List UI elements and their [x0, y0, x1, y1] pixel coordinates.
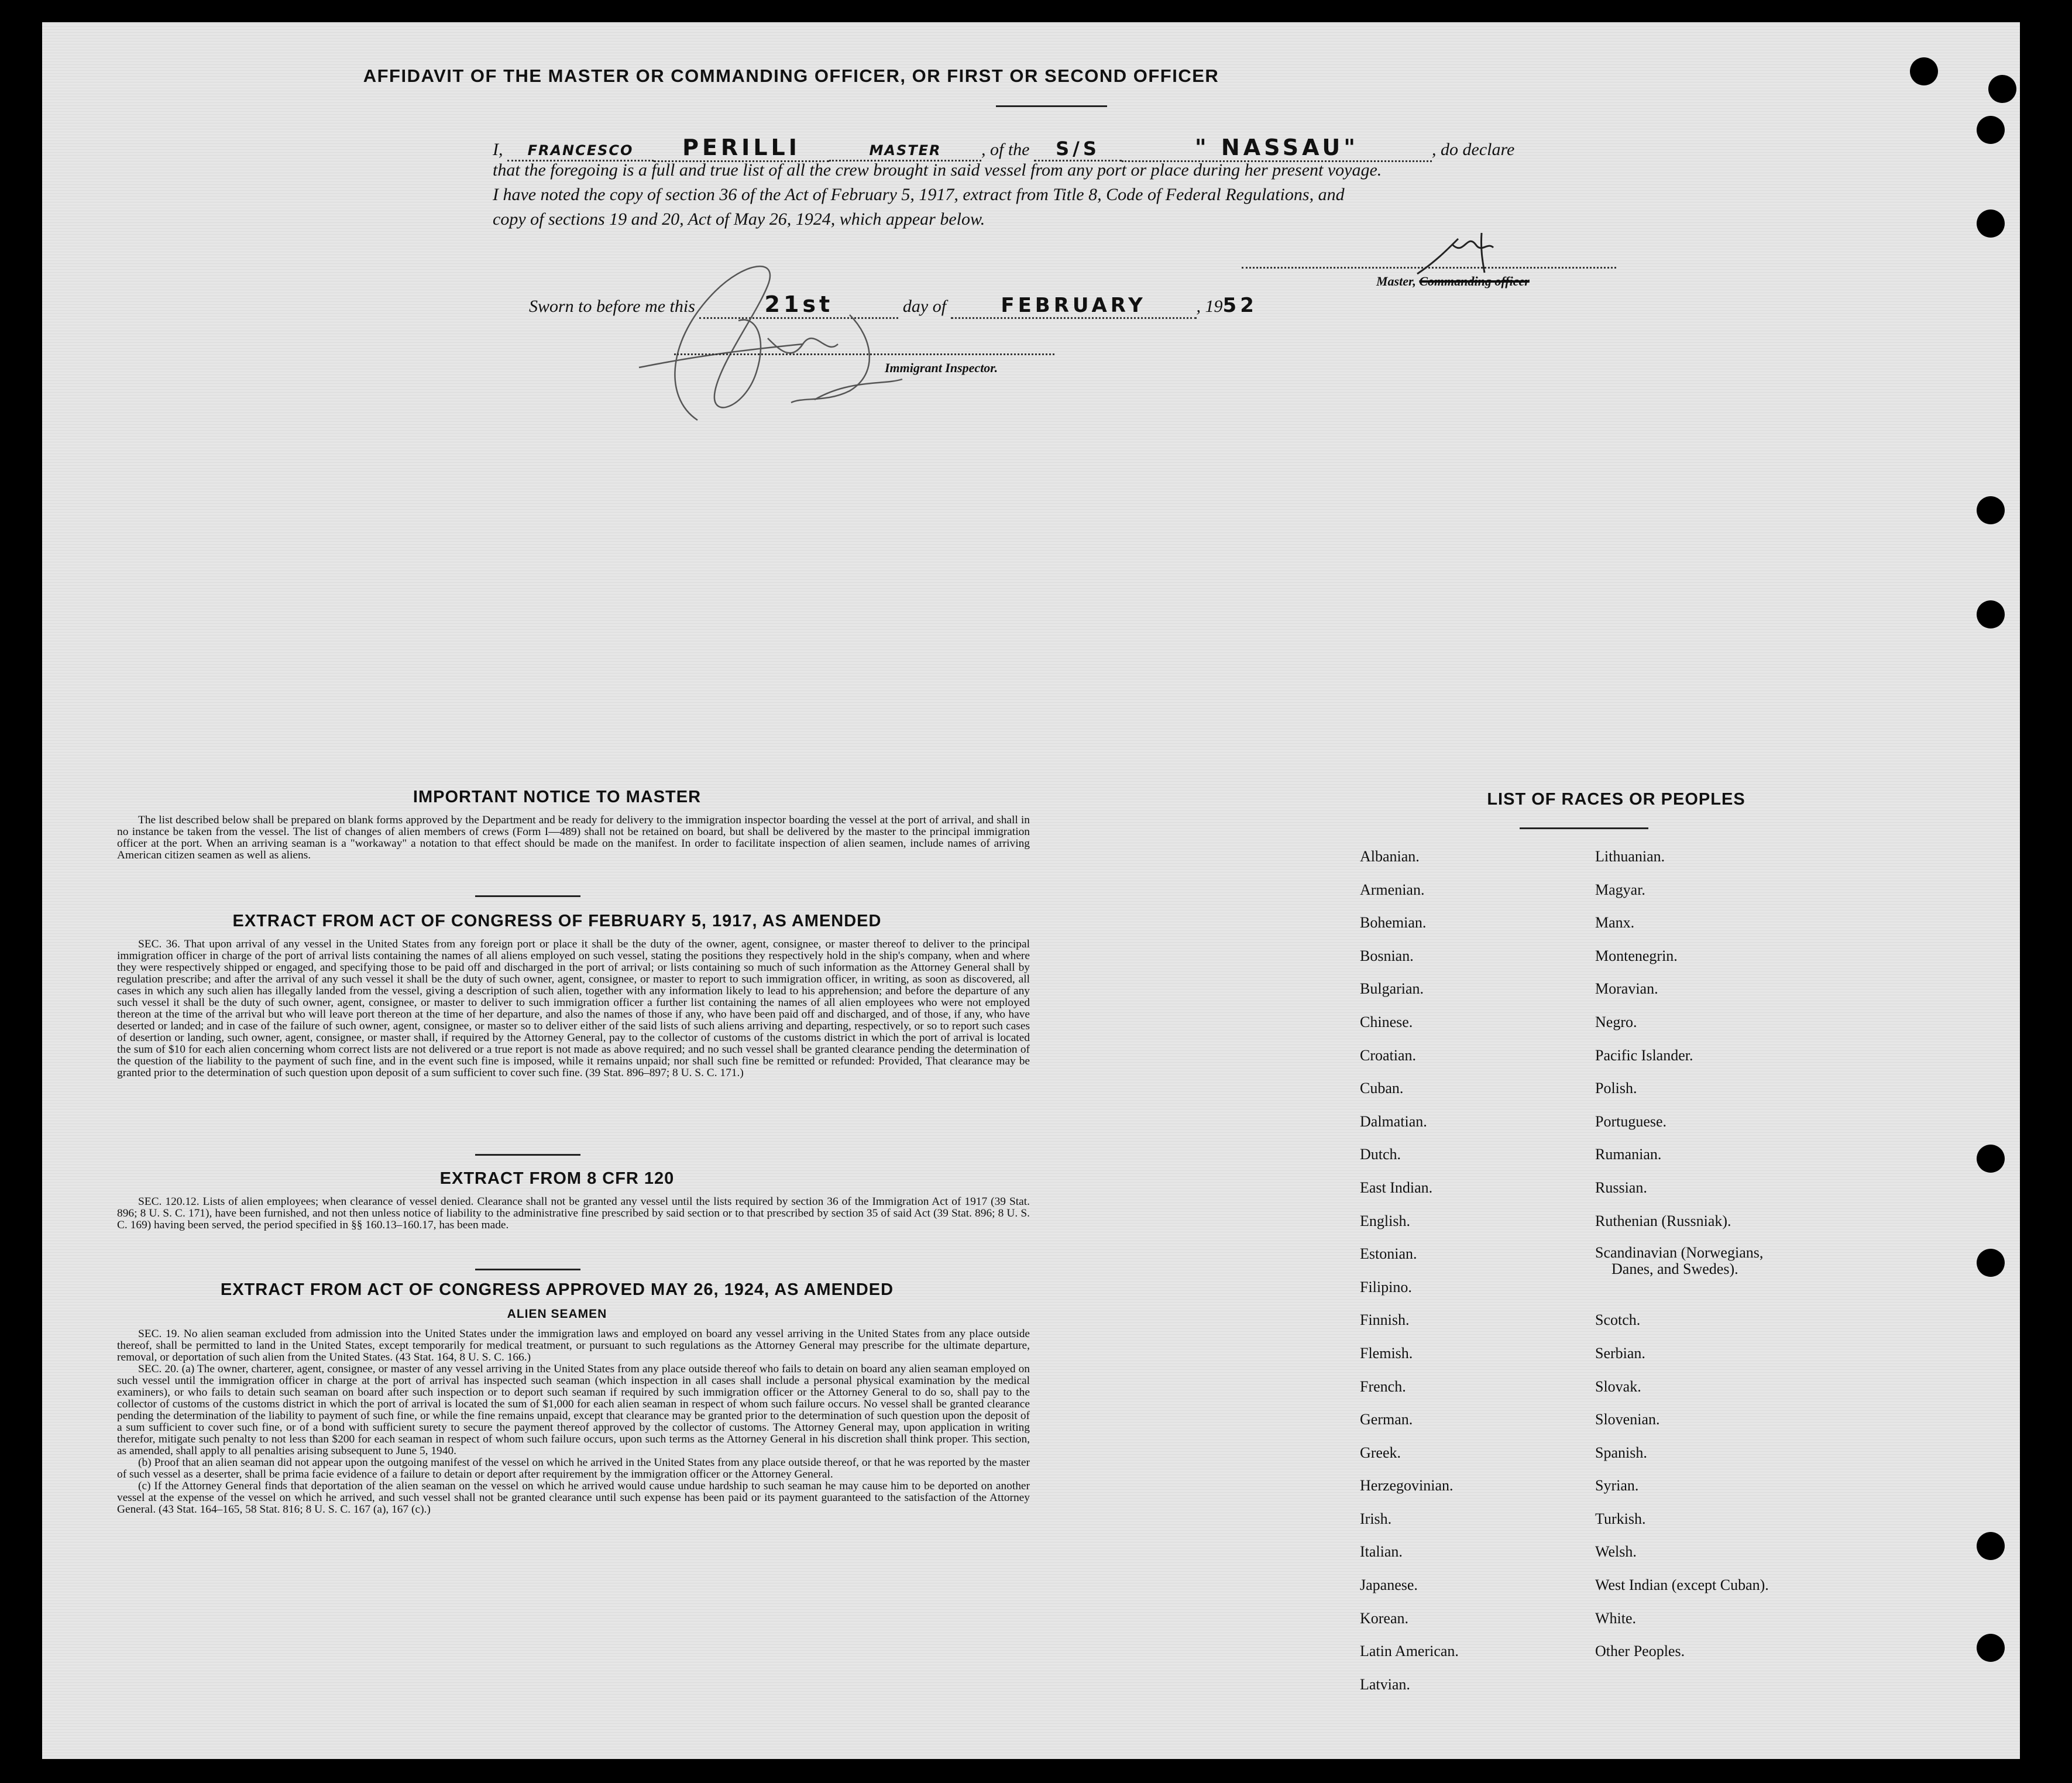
- extract-1917-rule: [475, 1154, 580, 1156]
- master-label-struck: Commanding officer: [1419, 274, 1530, 288]
- extract-cfr-paragraph: SEC. 120.12. Lists of alien employees; when clearance of vessel denied. Clearance shall not be granted any vessel until the lists required by section 36 of the Immigration Act of 1917 (39 Stat. 896; 8 U. S. C. 171), have been furnished, and not then unless notice of liability to the administrative fine prescribed by said section or to that prescribed by section 35 of said Act (39 Stat. 896; 8 U. S. C. 169) having been served, the period specified in §§ 160.13–160.17, has been made.: [117, 1195, 1030, 1231]
- race-item: Dutch.: [1360, 1146, 1401, 1163]
- race-item: Negro.: [1595, 1013, 1637, 1030]
- race-item: Spanish.: [1595, 1444, 1647, 1461]
- day-of-label: day of: [902, 297, 947, 316]
- race-item: Serbian.: [1595, 1344, 1645, 1362]
- race-item: Finnish.: [1360, 1311, 1410, 1329]
- race-item: Slovenian.: [1595, 1411, 1660, 1428]
- punch-hole-icon: [1988, 75, 2016, 103]
- race-item: Bohemian.: [1360, 914, 1427, 932]
- race-item: Cuban.: [1360, 1080, 1404, 1097]
- master-rank: MASTER: [869, 142, 941, 159]
- line1-prefix: I,: [493, 140, 507, 159]
- race-item: Scandinavian (Norwegians,: [1595, 1244, 1764, 1262]
- master-signature-icon: [1411, 227, 1540, 280]
- race-item: Bulgarian.: [1360, 980, 1424, 998]
- race-item: Filipino.: [1360, 1278, 1412, 1296]
- extract-1924-text: [117, 1328, 1030, 1516]
- race-item: Italian.: [1360, 1543, 1403, 1561]
- title-rule: [996, 105, 1107, 107]
- sworn-prefix: Sworn to before me this: [529, 297, 695, 316]
- alien-seamen-subtitle: ALIEN SEAMEN: [507, 1307, 607, 1321]
- notice-title: IMPORTANT NOTICE TO MASTER: [413, 788, 702, 806]
- race-item: Pacific Islander.: [1595, 1046, 1693, 1064]
- affidavit-line-3: I have noted the copy of section 36 of the Act of February 5, 1917, extract from Title 8, Code of Federal Regulations, and: [493, 185, 1345, 204]
- race-item: Albanian.: [1360, 848, 1420, 865]
- affidavit-line-1: [493, 135, 1514, 162]
- punch-hole-icon: [1977, 116, 2005, 144]
- sec-20a-paragraph: SEC. 20. (a) The owner, charterer, agent, consignee, or master of any vessel arriving in the United States from any place outside thereof who fails to detain on board any alien seaman employed on such vessel until the immigration officer in charge at the port of arrival has inspected such seaman (which inspection in all cases shall include a personal physical examination by the medical examiners), or who fails to detain such seaman on board after such inspection or to deport such seaman if required by such immigration officer or the Attorney General to do so, shall pay to the collector of customs of the customs district in which the port of arrival is located the sum of $1,000 for each alien seaman in respect of whom such failure occurs. No vessel shall be granted clearance pending the determination of the liability to payment of such fine, or while the fine remains unpaid, except that clearance may be granted prior to the determination of such question upon the deposit of a sum sufficient to cover such fine, or of a bond with sufficient surety to secure the payment thereof approved by the collector of customs. The Attorney General may, upon application in writing therefor, mitigate such penalty to not less than $200 for each seaman in respect of whom such failure occurs, upon such terms as the Attorney General in his discretion shall think proper. This section, as amended, shall apply to all penalties arising subsequent to June 5, 1940.: [117, 1363, 1030, 1457]
- race-item: Manx.: [1595, 914, 1635, 932]
- race-item: Montenegrin.: [1595, 947, 1678, 964]
- notice-rule: [475, 895, 580, 897]
- punch-hole-icon: [1977, 496, 2005, 524]
- race-item: Lithuanian.: [1595, 848, 1665, 865]
- race-item: Chinese.: [1360, 1013, 1413, 1030]
- extract-cfr-rule: [475, 1269, 580, 1270]
- race-item: Turkish.: [1595, 1510, 1646, 1527]
- vessel-name-field[interactable]: [1122, 135, 1432, 162]
- sworn-month: FEBRUARY: [1001, 294, 1146, 317]
- race-item: Magyar.: [1595, 881, 1645, 898]
- extract-cfr-text: [117, 1196, 1030, 1231]
- race-item: Korean.: [1360, 1609, 1409, 1627]
- race-item: Herzegovinian.: [1360, 1477, 1454, 1495]
- punch-hole-icon: [1977, 1634, 2005, 1662]
- race-item: West Indian (except Cuban).: [1595, 1576, 1769, 1594]
- extract-1924-title: EXTRACT FROM ACT OF CONGRESS APPROVED MAY 26, 1924, AS AMENDED: [220, 1280, 894, 1299]
- race-item: Flemish.: [1360, 1344, 1413, 1362]
- notice-paragraph: The list described below shall be prepared on blank forms approved by the Department and be ready for delivery to the immigration inspector boarding the vessel at the port of arrival, and shall in no instance be taken from the vessel. The list of changes of alien members of crews (Form I—489) shall not be retained on board, but shall be delivered by the master to the principal immigration officer at the port. When an arriving seaman is a "workaway" a notation to that effect should be made on the manifest. In order to facilitate inspection of alien seamen, include names of arriving American citizen seamen as well as aliens.: [117, 814, 1030, 861]
- sworn-day: 21st: [764, 291, 834, 317]
- race-item: Slovak.: [1595, 1377, 1641, 1395]
- race-item: Croatian.: [1360, 1046, 1417, 1064]
- race-item: Polish.: [1595, 1080, 1637, 1097]
- race-item: Welsh.: [1595, 1543, 1637, 1561]
- document-page: [42, 22, 2020, 1759]
- race-item: East Indian.: [1360, 1179, 1433, 1196]
- inspector-signature-line[interactable]: [674, 353, 1054, 355]
- races-rule: [1520, 827, 1648, 829]
- race-item: Russian.: [1595, 1179, 1647, 1196]
- affidavit-line-2: that the foregoing is a full and true list of all the crew brought in said vessel from any port or place during her present voyage.: [493, 160, 1382, 180]
- vessel-type-field[interactable]: [1034, 138, 1122, 162]
- declare-label: , do declare: [1432, 140, 1515, 159]
- year-prefix: , 19: [1196, 297, 1223, 316]
- extract-1917-title: EXTRACT FROM ACT OF CONGRESS OF FEBRUARY 5, 1917, AS AMENDED: [232, 912, 882, 930]
- master-label-row: [1376, 274, 1530, 289]
- sworn-month-field[interactable]: [951, 294, 1197, 319]
- master-rank-field[interactable]: [829, 140, 981, 162]
- race-item: Dalmatian.: [1360, 1112, 1427, 1130]
- race-item: French.: [1360, 1377, 1406, 1395]
- race-item-scandinavian: [1595, 1238, 1769, 1304]
- affidavit-title: AFFIDAVIT OF THE MASTER OR COMMANDING OFFICER, OR FIRST OR SECOND OFFICER: [363, 66, 1219, 86]
- of-the-label: , of the: [981, 140, 1034, 159]
- race-item: German.: [1360, 1411, 1413, 1428]
- race-item: Irish.: [1360, 1510, 1392, 1527]
- race-item: Other Peoples.: [1595, 1643, 1685, 1660]
- race-item: Scotch.: [1595, 1311, 1641, 1329]
- vessel-type: S/S: [1056, 138, 1100, 160]
- sec-20b-paragraph: (b) Proof that an alien seaman did not appear upon the outgoing manifest of the vessel on which he arrived in the United States from any place outside thereof, or that he was reported by the master of such vessel as a deserter, shall be prima facie evidence of a failure to detain or deport after requirement by the immigration officer or the Attorney General.: [117, 1456, 1030, 1480]
- inspector-label: Immigrant Inspector.: [885, 360, 998, 375]
- extract-1917-paragraph: SEC. 36. That upon arrival of any vessel in the United States from any foreign port or place it shall be the duty of the owner, agent, consignee, or master thereof to deliver to the principal immigration officer in charge of the port of arrival lists containing the names of all aliens employed on such vessel, stating the positions they respectively hold in the ship's company, when and where they were respectively shipped or engaged, and specifying those to be paid off and discharged in the port of arrival; or lists containing so much of such information as the Attorney General shall by regulation prescribe; and after the arrival of any such vessel it shall be the duty of such owner, agent, consignee, or master to report to such immigration officer, in writing, as soon as discovered, all cases in which any such alien has illegally landed from the vessel, giving a description of such alien, together with any information likely to lead to his apprehension; and before the departure of any such vessel it shall be the duty of such owner, agent, consignee, or master to deliver to such immigration officer a further list containing the names of all alien employees who were not employed thereon at the time of the arrival but who will leave port thereon at the time of her departure, and also the names of those if any, who have been paid off and discharged, and of those, if any, who have deserted or landed; and in case of the failure of such owner, agent, consignee, or master so to deliver either of the said lists of such aliens arriving and departing, respectively, or so to report such cases of desertion or landing, such owner, agent, consignee, or master shall, if required by the Attorney General, pay to the collector of customs of the customs district in which the port of arrival is located the sum of $10 for each alien concerning whom correct lists are not delivered or a true report is not made as above required; and no such vessel shall be granted clearance pending the determination of the question of the liability to the payment of such fine, and in the event such fine is imposed, while it remains unpaid; nor shall such fine be remitted or refunded: Provided, That clearance may be granted prior to the determination of such question upon deposit of a sum sufficient to cover such fine. (39 Stat. 896–897; 8 U. S. C. 171.): [117, 938, 1030, 1079]
- notice-text: [117, 815, 1030, 861]
- race-item: Latvian.: [1360, 1675, 1410, 1693]
- race-item: Greek.: [1360, 1444, 1401, 1461]
- inspector-signature-icon: [627, 245, 932, 432]
- race-item: Moravian.: [1595, 980, 1658, 998]
- punch-hole-icon: [1910, 57, 1938, 85]
- race-item: English.: [1360, 1212, 1410, 1229]
- sec-19-paragraph: SEC. 19. No alien seaman excluded from admission into the United States under the immigration laws and employed on board any vessel arriving in the United States from any place outside thereof, shall be permitted to land in the United States, except temporarily for medical treatment, or pursuant to such regulations as the Attorney General may prescribe for the ultimate departure, removal, or deportation of such alien from the United States. (43 Stat. 164, 8 U. S. C. 166.): [117, 1328, 1030, 1363]
- race-item: Japanese.: [1360, 1576, 1418, 1594]
- master-first-name-field[interactable]: [507, 140, 654, 162]
- punch-hole-icon: [1977, 1532, 2005, 1560]
- punch-hole-icon: [1977, 1249, 2005, 1277]
- extract-cfr-title: EXTRACT FROM 8 CFR 120: [439, 1169, 675, 1188]
- master-first-name: FRANCESCO: [527, 142, 634, 159]
- race-item: Latin American.: [1360, 1643, 1459, 1660]
- master-last-name: PERILLI: [682, 135, 800, 160]
- affidavit-line-4: copy of sections 19 and 20, Act of May 26, 1924, which appear below.: [493, 209, 985, 229]
- sec-20c-paragraph: (c) If the Attorney General finds that deportation of the alien seaman on the vessel on which he arrived would cause undue hardship to such seaman he may cause him to be deported on another vessel at the expense of the vessel on which he arrived, and such vessel shall not be granted clearance until such expense has been paid or its payment guaranteed to the satisfaction of the Attorney General. (43 Stat. 164–165, 58 Stat. 816; 8 U. S. C. 167 (a), 167 (c).): [117, 1480, 1030, 1516]
- races-right-column: [1595, 840, 1769, 1668]
- extract-1917-text: [117, 939, 1030, 1079]
- races-left-column: [1360, 840, 1459, 1701]
- vessel-name: " NASSAU": [1194, 135, 1359, 160]
- sworn-year: 52: [1222, 294, 1257, 317]
- race-item: White.: [1595, 1609, 1637, 1627]
- master-last-name-field[interactable]: [654, 135, 829, 162]
- race-item: Danes, and Swedes).: [1611, 1260, 1738, 1278]
- race-item: Rumanian.: [1595, 1146, 1662, 1163]
- races-title: LIST OF RACES OR PEOPLES: [1487, 790, 1745, 809]
- punch-hole-icon: [1977, 600, 2005, 628]
- punch-hole-icon: [1977, 1145, 2005, 1173]
- race-item: Portuguese.: [1595, 1112, 1667, 1130]
- race-item: Ruthenian (Russniak).: [1595, 1212, 1731, 1229]
- race-item: Armenian.: [1360, 881, 1425, 898]
- race-item: Syrian.: [1595, 1477, 1639, 1495]
- race-item: Estonian.: [1360, 1245, 1417, 1263]
- race-item: Bosnian.: [1360, 947, 1414, 964]
- punch-hole-icon: [1977, 209, 2005, 238]
- master-label: Master,: [1376, 274, 1416, 288]
